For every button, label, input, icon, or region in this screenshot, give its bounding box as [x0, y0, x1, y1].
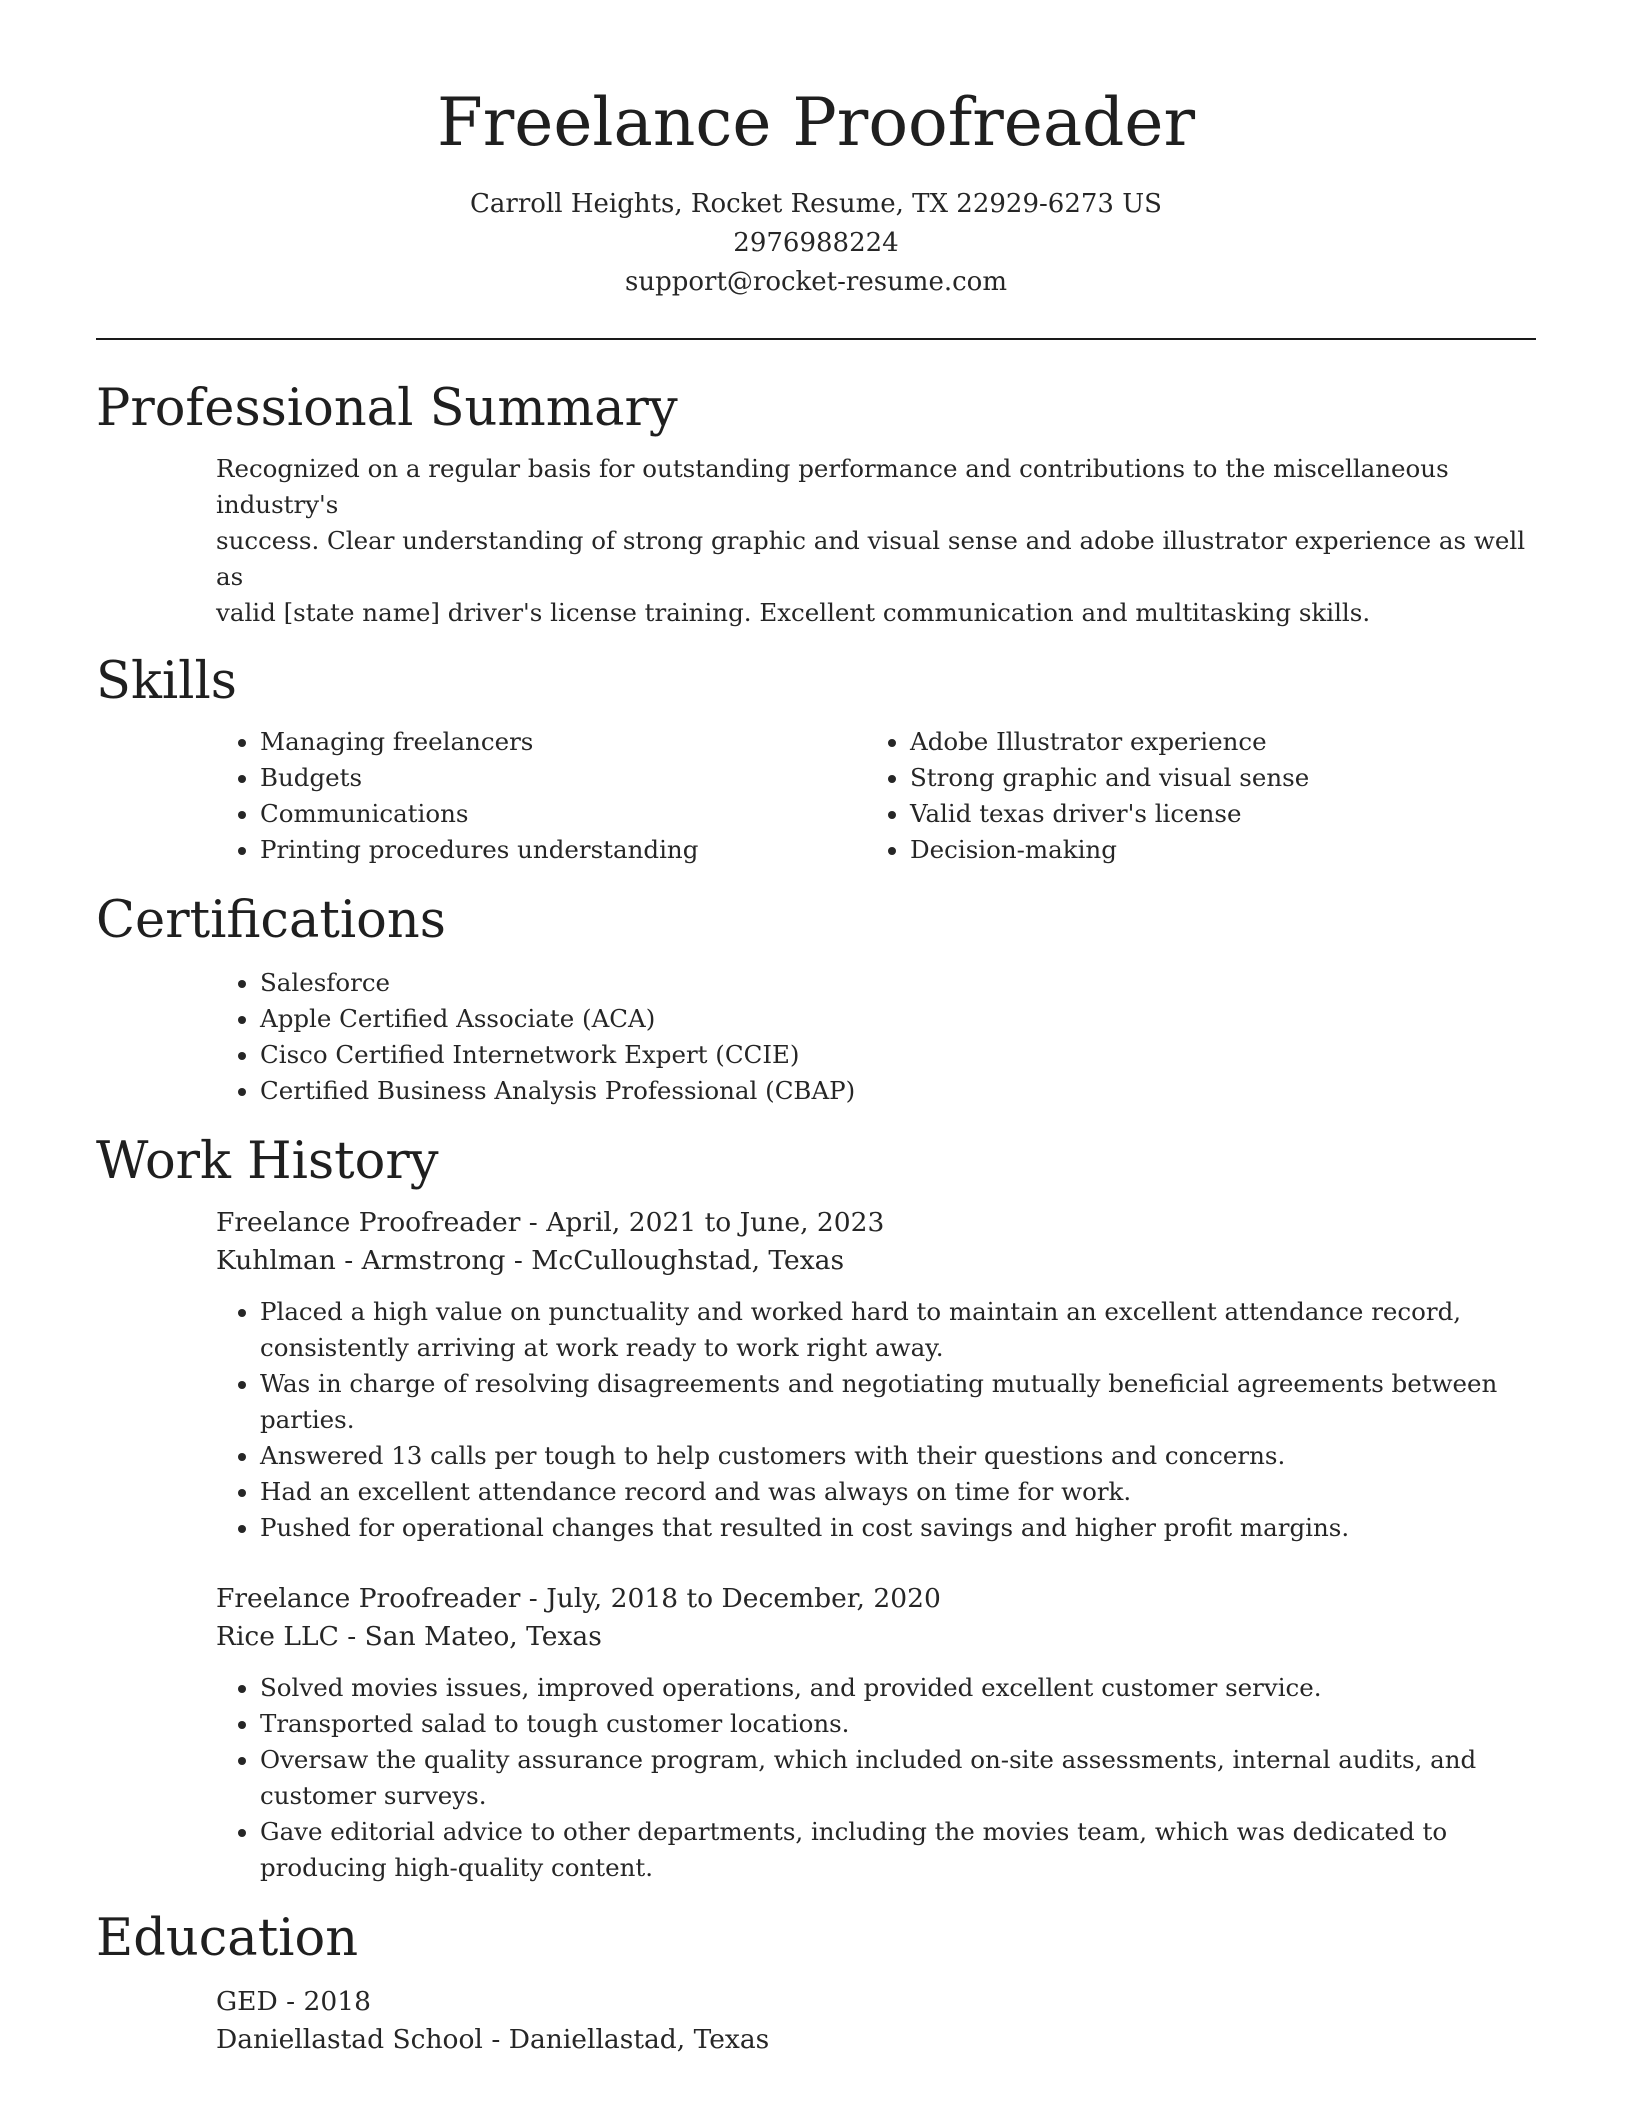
- job-entry: [96, 1580, 1536, 1886]
- summary-heading: Professional Summary: [96, 378, 678, 438]
- contact-address: Carroll Heights, Rocket Resume, TX 22929-6273 US: [470, 188, 1162, 219]
- skill-item: • Valid texas driver's license: [910, 796, 1510, 832]
- education-degree-line: GED - 2018: [216, 1986, 372, 2018]
- contact-email: support@rocket-resume.com: [624, 266, 1007, 297]
- job-role-line: Freelance Proofreader - July, 2018 to December, 2020: [216, 1583, 941, 1615]
- job-bullet: • Placed a high value on punctuality and worked hard to maintain an excellent attendance record, consistently arriving at work ready to work right away.: [260, 1294, 1536, 1366]
- contact-phone: 2976988224: [733, 227, 899, 258]
- summary-line: valid [state name] driver's license training. Excellent communication and multitasking skills.: [216, 597, 1371, 627]
- resume-name: Freelance Proofreader: [436, 84, 1196, 161]
- job-bullet: • Oversaw the quality assurance program, which included on-site assessments, internal audits, and customer surveys.: [260, 1742, 1536, 1814]
- job-bullets: [96, 1294, 1536, 1546]
- skills-heading: Skills: [96, 651, 237, 711]
- education-school-location: - Daniellastad, Texas: [482, 2024, 770, 2056]
- job-company-line: Kuhlman - Armstrong - McCulloughstad, Texas: [216, 1245, 845, 1277]
- education-school-line: [216, 2021, 1536, 2059]
- skills-grid: [96, 724, 1536, 868]
- certification-item: • Salesforce: [260, 965, 1536, 1001]
- job-bullet: • Was in charge of resolving disagreements and negotiating mutually beneficial agreements between parties.: [260, 1366, 1536, 1438]
- education-school-name: Daniellastad School: [216, 2024, 483, 2056]
- certifications-heading: Certifications: [96, 890, 446, 950]
- job-bullet: • Answered 13 calls per tough to help customers with their questions and concerns.: [260, 1438, 1536, 1474]
- skill-item: • Decision-making: [910, 832, 1510, 868]
- skill-item: • Managing freelancers: [260, 724, 746, 760]
- job-role-line: Freelance Proofreader - April, 2021 to June, 2023: [216, 1207, 885, 1239]
- job-bullet: • Gave editorial advice to other departments, including the movies team, which was dedicated to producing high-quality content.: [260, 1814, 1536, 1886]
- skill-item: • Communications: [260, 796, 746, 832]
- skills-list-left: [96, 724, 746, 868]
- education-heading: Education: [96, 1909, 359, 1969]
- contact-block: [96, 185, 1536, 302]
- work-history-heading: Work History: [96, 1132, 439, 1192]
- certifications-list: [96, 965, 1536, 1109]
- certification-item: • Cisco Certified Internetwork Expert (CCIE): [260, 1037, 1536, 1073]
- skill-item: • Adobe Illustrator experience: [910, 724, 1510, 760]
- resume-page: [96, 0, 1536, 2059]
- job-bullet: • Transported salad to tough customer locations.: [260, 1706, 1536, 1742]
- skill-item: • Budgets: [260, 760, 746, 796]
- skills-list-right: [746, 724, 1510, 868]
- job-entry: [96, 1204, 1536, 1546]
- job-company-line: Rice LLC - San Mateo, Texas: [216, 1621, 602, 1653]
- education-entry: [96, 1983, 1536, 2059]
- summary-line: Recognized on a regular basis for outstanding performance and contributions to the miscellaneous industry's: [216, 453, 1449, 519]
- job-bullet: • Had an excellent attendance record and was always on time for work.: [260, 1474, 1536, 1510]
- job-bullets: [96, 1670, 1536, 1886]
- header-divider: [96, 338, 1536, 340]
- certification-item: • Apple Certified Associate (ACA): [260, 1001, 1536, 1037]
- summary-text: [216, 451, 1536, 631]
- job-bullet: • Pushed for operational changes that resulted in cost savings and higher profit margins.: [260, 1510, 1536, 1546]
- job-bullet: • Solved movies issues, improved operations, and provided excellent customer service.: [260, 1670, 1536, 1706]
- certification-item: • Certified Business Analysis Professional (CBAP): [260, 1073, 1536, 1109]
- summary-line: success. Clear understanding of strong graphic and visual sense and adobe illustrator experience as well as: [216, 525, 1526, 591]
- skill-item: • Printing procedures understanding: [260, 832, 746, 868]
- skill-item: • Strong graphic and visual sense: [910, 760, 1510, 796]
